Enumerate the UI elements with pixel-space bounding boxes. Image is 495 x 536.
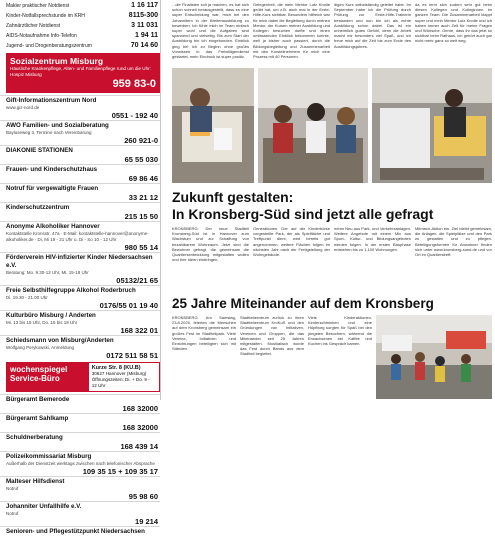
service-buero-city: 30627 Hannover (Misburg) bbox=[91, 371, 147, 376]
directory-entry-subtitle: Bayluseweg 3, Termine nach Vereinbarung bbox=[6, 130, 92, 135]
directory-entry-title: Notruf für vergewaltigte Frauen bbox=[6, 185, 99, 192]
directory-entry-number: 0172 511 58 51 bbox=[106, 351, 158, 360]
directory-entry bbox=[0, 394, 160, 413]
article-2-col-2: Stadtteilzentrum zurück zu ihren Stadtteilzentrum KroKuS und den Gründungen von Initiativen, Vereinen und Gruppen, die das Miteinander seit 25 Jahren mitgestalten. Musikalisch wurde das Fest durch Bands aus dem Stadtteil begleitet. bbox=[240, 315, 304, 357]
directory-entry-title: Polizeikommissariat Misburg bbox=[6, 453, 92, 460]
directory-entry-title: Gift-Informationszentrum Nord bbox=[6, 97, 97, 104]
directory-entry-title: Förderverein HIV-infizierter Kinder Niedersachsen e.V. bbox=[6, 254, 153, 269]
directory-entry-subtitle: Kontaktstelle Kronsstr. 47a · E-Mail: kontaktstelle-hannover@anonyme-alkoholiker.de · Di, Mi 19 - 21 Uhr u. Di - So 10 - 12 Uhr bbox=[6, 231, 149, 242]
photo-workshop-table bbox=[172, 68, 254, 183]
emergency-number-label: Jugend- und Drogenberatungszentrum bbox=[6, 43, 92, 49]
wochenspiegel-logo: wochenspiegel bbox=[10, 365, 68, 374]
directory-entry-subtitle: Notruf bbox=[6, 486, 19, 491]
article-2-text bbox=[172, 315, 372, 399]
emergency-number-value: 1 94 11 bbox=[135, 32, 158, 39]
directory-entry bbox=[0, 285, 160, 310]
directory-entry-number: 168 322 01 bbox=[120, 326, 158, 335]
directory-entry-title: Frauen- und Kinderschutzhaus bbox=[6, 166, 98, 173]
emergency-number-label: Kinder-Notfallsprechstunde im KRH bbox=[6, 13, 85, 19]
article-1-text bbox=[172, 226, 492, 292]
article-1-col-4: Mitmach-Aktion ein. Ziel bleibt gemeinsam, die Anlagen, die Spielplätze und den Park zu gestalten und zu pflegen. Beteiligungsformen für Anwohner finden sich unter www.kronsberg-sued.de und vor Ort im Quartierstreff. bbox=[415, 226, 492, 258]
directory-entry-number: 109 35 15 + 109 35 17 bbox=[82, 467, 158, 476]
sozialzentrum-phone: 959 83-0 bbox=[112, 78, 156, 90]
directory-entry-number: 215 15 50 bbox=[124, 212, 158, 221]
directory-entry-title: Kinderschutzzentrum bbox=[6, 204, 70, 211]
directory-entry-subtitle: Notruf bbox=[6, 511, 19, 516]
directory-entry-subtitle: Beratung: Mo. 9.30-12 Uhr, Mi. 15-18 Uhr bbox=[6, 270, 89, 275]
directory-entry-subtitle: Mi. 13 bis 15 Uhr, Do. 15 bis 18 Uhr bbox=[6, 320, 78, 325]
emergency-numbers bbox=[0, 0, 160, 51]
sozialzentrum-title: Sozialzentrum Misburg bbox=[10, 56, 104, 66]
photo-group-meeting bbox=[258, 68, 368, 183]
emergency-number-value: 1 16 117 bbox=[131, 2, 158, 9]
directory-entry-number: 260 921-0 bbox=[124, 136, 158, 145]
directory-entry bbox=[0, 501, 160, 526]
photo-presentation bbox=[372, 68, 492, 183]
directory-entry-title: Freie Selbsthilfegruppe Alkohol Roderbruch bbox=[6, 287, 136, 294]
directory-entry bbox=[0, 95, 160, 120]
service-buero-hours: Öffnungszeiten: Di. + Do. 9 - 12 Uhr bbox=[91, 377, 150, 388]
directory-entry-number: 19 214 bbox=[135, 517, 158, 526]
directory-entry-subtitle: www.giz-nord.de bbox=[6, 105, 40, 110]
article-1-headline-line-2: In Kronsberg-Süd sind jetzt alle gefragt bbox=[172, 206, 434, 222]
directory-entry-title: Schiedsmann von Misburg/Anderten bbox=[6, 337, 114, 344]
article-top-col-4: da es lernt sich zudem sehr gut beim diesen Kollegen und Kolleginnen im ganzen Team. Die Zusammenarbeit klappt super und mein Mentor Lutz Knolle und ich haben immer auch Zeit für meine Fragen und Wünsche. Gerne, dass ihr das jetzt so sichtbar beim Rathaus, ich gehört auch gar nicht mehr ganz so weit weg. bbox=[415, 2, 492, 44]
article-1-col-3: nehm Neu aus Park- und Verkehrsanlagen. Weitere Angebote mit einem Mix aus Sport-, Kultur- und Bildungsangeboten werden folgen. In der ersten Bauphase entstehen bis zu 1.100 Wohnungen. bbox=[334, 226, 411, 252]
emergency-number-label: Zahnärztlicher Notdienst bbox=[6, 23, 61, 29]
article-top-col-1: ...die Finalisten soll ja machen, es hat sich schon schnell herausgestellt, dass es eine super Entscheidung war, mich bei den Johannitern in der Breitenausbildung zu bewerben. Ich fühle mich im Team einfach super wohl und die Aufgaben sind spannend und vielseitig. Bis zum Start der Ausbildung bin ich eingebunden. Einblick ging bei ich zu Beginn ohne großes Vorwissen in das Freiwilligendienst gestartet, mein Eindruck ist super positiv. bbox=[172, 2, 249, 60]
emergency-number-value: 3 11 031 bbox=[131, 22, 158, 29]
article-top-col-3: digen Kurs selbstständig geleitet habe. Im September habe ich die Prüfung durch Prüfung zur Erste-Hilfe-Trainerin bestanden und nun bin ich als echte Ausbildung schon dabei. Das ist ein unheimlich gutes Gefühl, denn die Arbeit macht mir besonders viel Spaß, und ich freue mich auf die Zeit bis zum Ende des Ausbildungsjahres. bbox=[334, 2, 411, 49]
directory-entry-number: 05132/21 65 bbox=[116, 276, 158, 285]
directory-entry bbox=[0, 183, 160, 202]
emergency-number-row bbox=[0, 1, 160, 11]
directory-entry-number: 168 32000 bbox=[122, 404, 158, 413]
directory-entry-number: 0176/55 01 19 40 bbox=[99, 301, 158, 310]
directory-entry bbox=[0, 202, 160, 221]
directory-entry-number: 168 439 14 bbox=[120, 442, 158, 451]
directory-entry bbox=[0, 451, 160, 476]
directory-entry bbox=[0, 120, 160, 145]
directory-entry-title: AWO Familien- und Sozialberatung bbox=[6, 122, 109, 129]
article-top-text bbox=[172, 2, 492, 66]
directory-entry-subtitle: Außerhalb der Dienstzeit werktags zwischen nach telefonischer Absprache bbox=[6, 461, 155, 466]
articles-area bbox=[166, 0, 495, 400]
directory-entry-title: Kulturbüro Misburg / Anderten bbox=[6, 312, 96, 319]
article-1-headline bbox=[172, 189, 492, 223]
photo-street-festival bbox=[376, 315, 492, 399]
service-buero-address: Kurze Str. 8 (KU.B) bbox=[91, 365, 141, 371]
directory-entry-number: 95 98 60 bbox=[128, 492, 158, 501]
emergency-number-label: Makler praktischer Notdienst bbox=[6, 3, 70, 9]
directory-entry-title: Bürgeramt Sahlkamp bbox=[6, 415, 69, 422]
directory-entry bbox=[0, 432, 160, 451]
emergency-number-row bbox=[0, 11, 160, 21]
article-1-headline-line-1: Zukunft gestalten: bbox=[172, 189, 294, 205]
article-1-col-1: KRONSBERG. Der neue Stadtteil Kronsberg-Süd ist in Hannover zum Wachstum und zur Schaffung von bezahlbarem Wohnraum. Jetzt sind die Bewohner gefragt, die gemeinsam die Quartiersentwicklung mitgestalten wollen und ihre Ideen einbringen. bbox=[172, 226, 249, 263]
emergency-number-row bbox=[0, 21, 160, 31]
directory-entry-number: 65 55 030 bbox=[124, 155, 158, 164]
directory-entry bbox=[0, 335, 160, 360]
directory-entry bbox=[0, 221, 160, 252]
article-2-headline: 25 Jahre Miteinander auf dem Kronsberg bbox=[172, 296, 434, 311]
directory-entry-title: Anonyme Alkoholiker Hannover bbox=[6, 223, 100, 230]
emergency-number-value: 70 14 60 bbox=[130, 42, 158, 49]
directory-entry-title: Schuldnerberatung bbox=[6, 434, 63, 441]
emergency-number-row bbox=[0, 41, 160, 51]
emergency-number-label: AIDS-Notaufnahme Info-Telefon bbox=[6, 33, 77, 39]
directory-entry-number: 168 32000 bbox=[122, 423, 158, 432]
service-buero-brand bbox=[7, 363, 89, 391]
directory-entries bbox=[0, 95, 160, 360]
directory-bottom-entries bbox=[0, 394, 160, 536]
service-buero-box bbox=[6, 362, 160, 392]
sozialzentrum-subtitle: Häusliche Krankenpflege, Alten- und Familienpflege rund um die Uhr: Hospiz Misburg bbox=[10, 66, 151, 77]
directory-entry bbox=[0, 476, 160, 501]
service-buero-info bbox=[89, 363, 159, 391]
phone-directory bbox=[0, 0, 161, 535]
directory-entry bbox=[0, 252, 160, 285]
service-buero-label: Service-Büro bbox=[10, 374, 60, 383]
directory-entry-number: 33 21 12 bbox=[128, 193, 158, 202]
article-top-col-2: Gelegenheit, die mein Mentor Lutz Knolle geübt hat, um z.B. auch mal in der Erste-Hilfe-Kurs sichtbar. Besonders hilfreich war für mich dabei die Begleitung durch meinen Mentor, der Kursen meiner Ausbildung und Kollegen besuchen durfte und einen umfassenden Einblick bekommen konnte, weil ja bisher auch passiert, durch die Bildungsbegleitung und Zusammenarbeit mit den Kursteilnehmern für mich eine Prozess mit 40 Personen. bbox=[253, 2, 330, 60]
directory-entry-title: Johanniter Unfallhilfe e.V. bbox=[6, 503, 82, 510]
article-2-col-3: Viele Kinderaktionen, Kinderschminken und eine Hüpfburg sorgten für Spaß bei den jüngsten Besuchern, während die Erwachsenen bei Kaffee und Kuchen ins Gespräch kamen. bbox=[308, 315, 372, 347]
directory-entry-number: 0551 - 192 40 bbox=[111, 111, 158, 120]
directory-entry bbox=[0, 526, 160, 536]
sozialzentrum-box bbox=[6, 53, 160, 93]
directory-entry-number: 69 86 46 bbox=[128, 174, 158, 183]
directory-entry bbox=[0, 310, 160, 335]
emergency-number-row bbox=[0, 31, 160, 41]
directory-entry-subtitle: Di. 19.30 - 21.00 Uhr bbox=[6, 295, 48, 300]
directory-entry bbox=[0, 164, 160, 183]
directory-entry-title: DIAKONIE STATIONEN bbox=[6, 147, 73, 154]
directory-entry bbox=[0, 413, 160, 432]
emergency-number-value: 8115-300 bbox=[128, 12, 158, 19]
directory-entry-title: Senioren- und Pflegestützpunkt Niedersachsen bbox=[6, 528, 145, 535]
article-1-col-2: Generationen. Der auf der Kinderbörse vorgestellte Park, der als Spielfläche und Treffpunkt dient, wird bereits gut angenommen, weitere Flächen folgen im nächsten Jahr nach der Fertigstellung der Wohngebäude. bbox=[253, 226, 330, 258]
directory-entry-number: 980 55 14 bbox=[124, 243, 158, 252]
directory-entry-title: Bürgeramt Bemerode bbox=[6, 396, 70, 403]
directory-entry-title: Malteser Hilfsdienst bbox=[6, 478, 65, 485]
directory-entry bbox=[0, 145, 160, 164]
article-2-col-1: KRONSBERG. Am Samstag, 23.8.2025, feierten die Menschen auf dem Kronsberg gemeinsam ein großes Fest im Stadtteilpark. Viele Vereine, Initiativen und Einrichtungen beteiligten sich mit Ständen. bbox=[172, 315, 236, 352]
directory-entry-subtitle: Wolfgang Perykowski, Anmeldung bbox=[6, 345, 74, 350]
